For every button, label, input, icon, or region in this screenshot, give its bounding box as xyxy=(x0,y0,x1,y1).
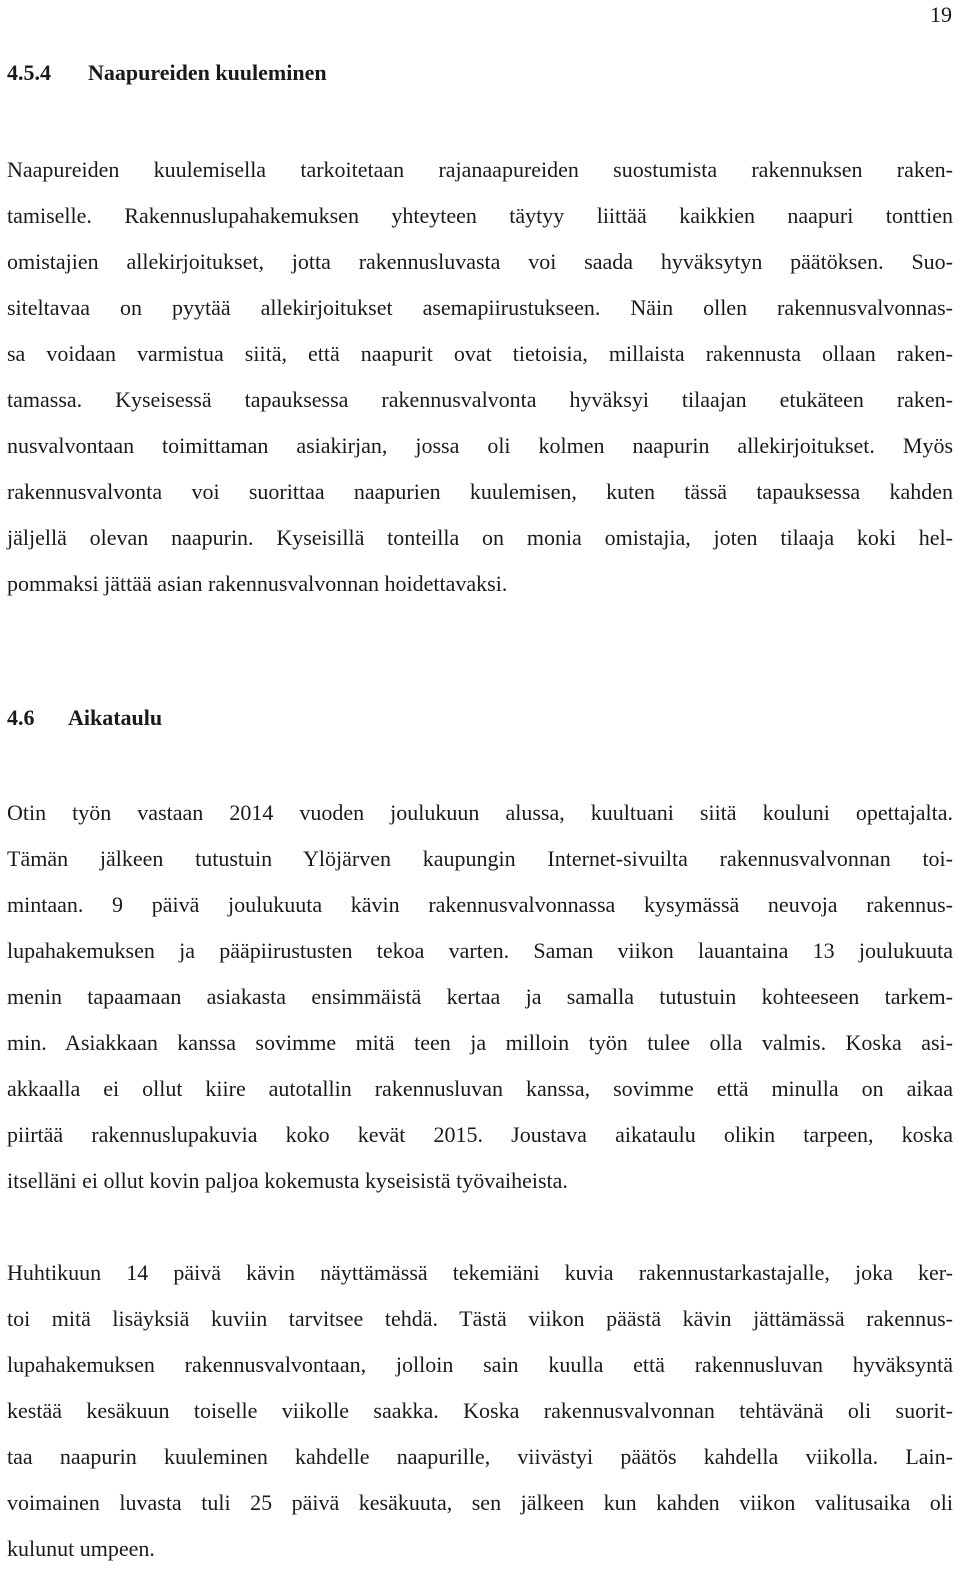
paragraph-naapureiden-kuuleminen xyxy=(7,147,953,607)
section-heading-4-5-4 xyxy=(7,58,327,88)
page-number: 19 xyxy=(930,2,952,27)
section-title: Aikataulu xyxy=(68,705,163,730)
text-line: voimainen luvasta tuli 25 päivä kesäkuuta, sen jälkeen kun kahden viikon valitusaika oli xyxy=(7,1490,953,1515)
text-line: rakennusvalvonta voi suorittaa naapurien kuulemisen, kuten tässä tapauksessa kahden xyxy=(7,479,953,504)
section-number: 4.6 xyxy=(7,705,35,730)
text-line: kulunut umpeen. xyxy=(7,1536,155,1561)
text-line: Tämän jälkeen tutustuin Ylöjärven kaupungin Internet-sivuilta rakennusvalvonnan toi- xyxy=(7,846,953,871)
text-line: lupahakemuksen rakennusvalvontaan, jolloin sain kuulla että rakennusluvan hyväksyntä xyxy=(7,1352,953,1377)
text-line: Naapureiden kuulemisella tarkoitetaan rajanaapureiden suostumista rakennuksen raken- xyxy=(7,157,953,182)
text-line: Huhtikuun 14 päivä kävin näyttämässä tekemiäni kuvia rakennustarkastajalle, joka ker- xyxy=(7,1260,953,1285)
section-number: 4.5.4 xyxy=(7,60,51,85)
text-line: mintaan. 9 päivä joulukuuta kävin rakennusvalvonnassa kysymässä neuvoja rakennus- xyxy=(7,892,953,917)
text-line: kestää kesäkuun toiselle viikolle saakka. Koska rakennusvalvonnan tehtävänä oli suorit- xyxy=(7,1398,953,1423)
paragraph-aikataulu-2 xyxy=(7,1250,953,1572)
text-line: pommaksi jättää asian rakennusvalvonnan hoidettavaksi. xyxy=(7,571,508,596)
text-line: akkaalla ei ollut kiire autotallin rakennusluvan kanssa, sovimme että minulla on aikaa xyxy=(7,1076,953,1101)
text-line: sa voidaan varmistua siitä, että naapurit ovat tietoisia, millaista rakennusta ollaan raken- xyxy=(7,341,953,366)
text-line: jäljellä olevan naapurin. Kyseisillä tonteilla on monia omistajia, joten tilaaja koki hel- xyxy=(7,525,953,550)
section-title: Naapureiden kuuleminen xyxy=(88,60,327,85)
text-line: toi mitä lisäyksiä kuviin tarvitsee tehdä. Tästä viikon päästä kävin jättämässä rakennus- xyxy=(7,1306,953,1331)
text-line: piirtää rakennuslupakuvia koko kevät 2015. Joustava aikataulu olikin tarpeen, koska xyxy=(7,1122,953,1147)
text-line: tamassa. Kyseisessä tapauksessa rakennusvalvonta hyväksyi tilaajan etukäteen raken- xyxy=(7,387,953,412)
text-line: tamiselle. Rakennuslupahakemuksen yhteyteen täytyy liittää kaikkien naapuri tonttien xyxy=(7,203,953,228)
text-line: omistajien allekirjoitukset, jotta rakennusluvasta voi saada hyväksytyn päätöksen. Suo- xyxy=(7,249,953,274)
text-line: lupahakemuksen ja pääpiirustusten tekoa varten. Saman viikon lauantaina 13 joulukuuta xyxy=(7,938,953,963)
text-line: menin tapaamaan asiakasta ensimmäistä kertaa ja samalla tutustuin kohteeseen tarkem- xyxy=(7,984,953,1009)
text-line: Otin työn vastaan 2014 vuoden joulukuun alussa, kuultuani siitä kouluni opettajalta. xyxy=(7,800,953,825)
text-line: nusvalvontaan toimittaman asiakirjan, jossa oli kolmen naapurin allekirjoitukset. Myös xyxy=(7,433,953,458)
section-heading-4-6 xyxy=(7,703,162,733)
paragraph-aikataulu-1 xyxy=(7,790,953,1204)
text-line: itselläni ei ollut kovin paljoa kokemusta kyseisistä työvaiheista. xyxy=(7,1168,568,1193)
text-line: siteltavaa on pyytää allekirjoitukset asemapiirustukseen. Näin ollen rakennusvalvonnas- xyxy=(7,295,953,320)
text-line: taa naapurin kuuleminen kahdelle naapurille, viivästyi päätös kahdella viikolla. Lain- xyxy=(7,1444,953,1469)
text-line: min. Asiakkaan kanssa sovimme mitä teen ja milloin työn tulee olla valmis. Koska asi- xyxy=(7,1030,953,1055)
